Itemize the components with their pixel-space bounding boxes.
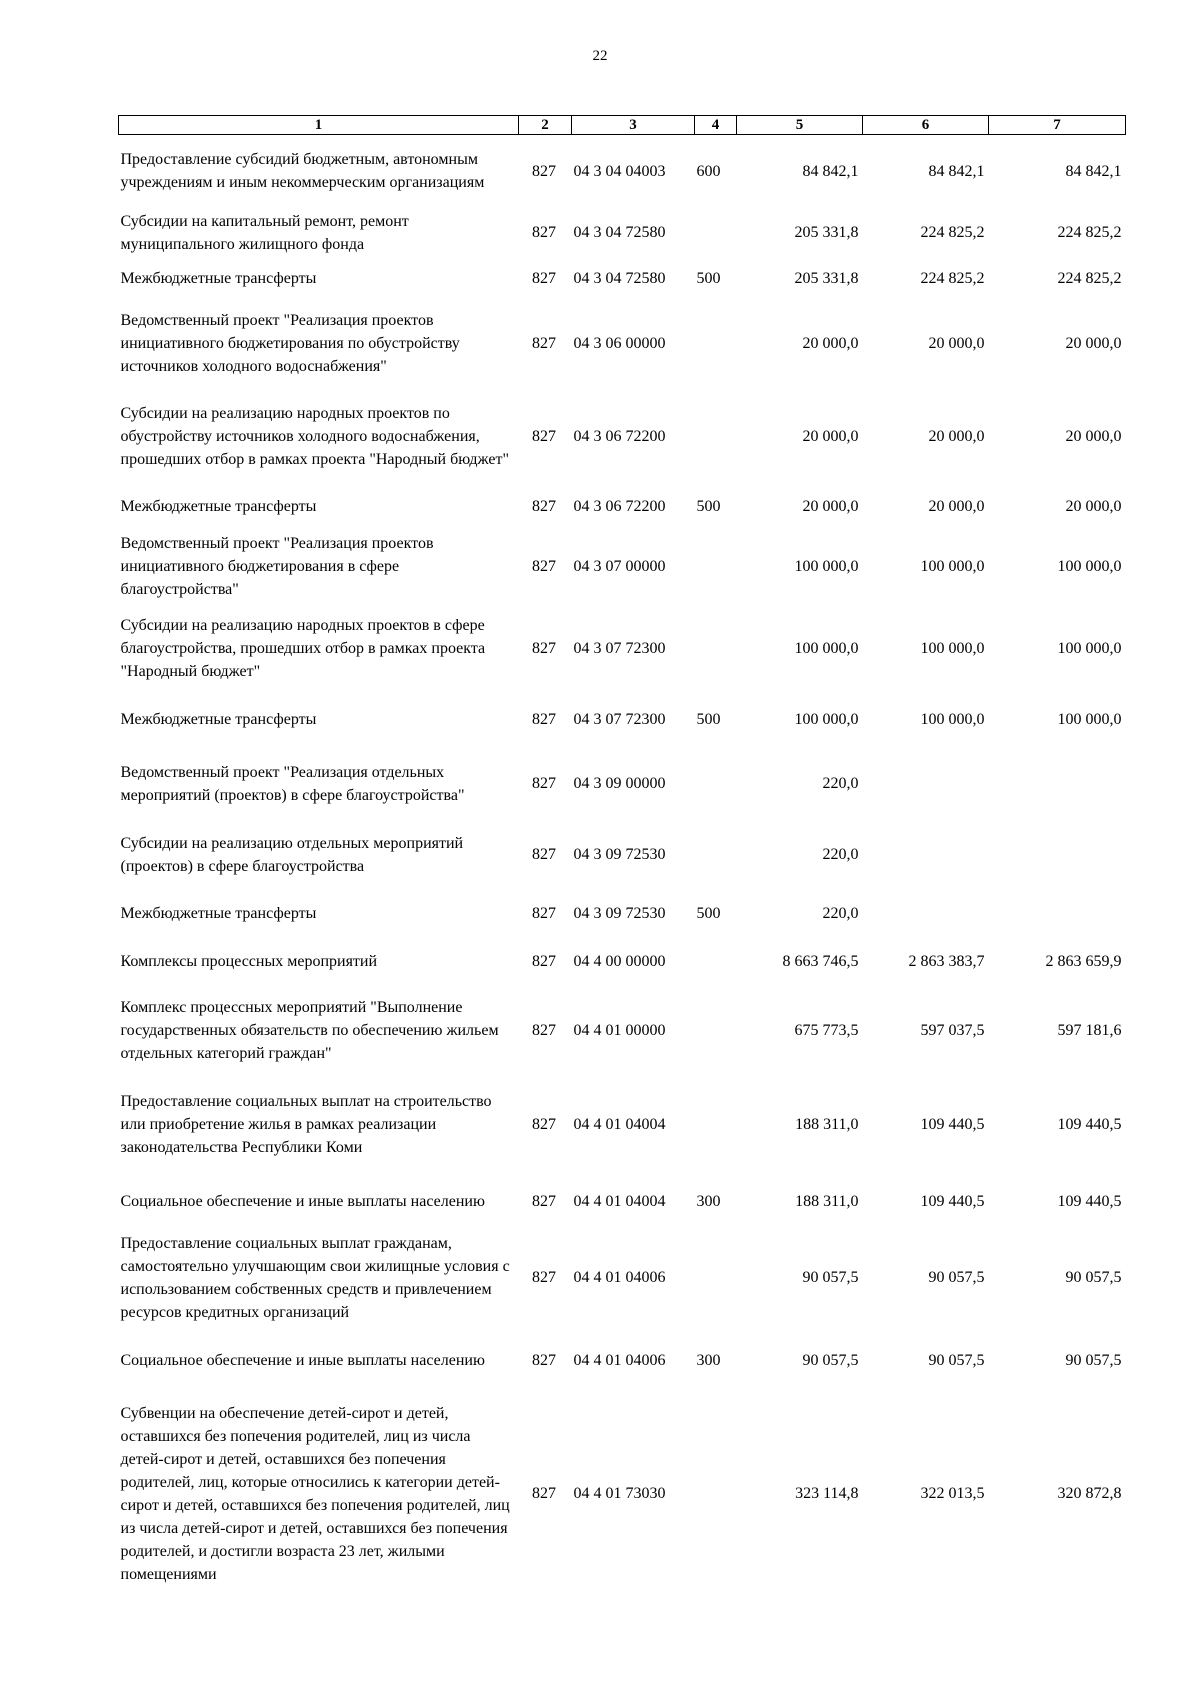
row-code: 04 3 04 72580 bbox=[573, 224, 666, 241]
row-year1-amount: 90 057,5 bbox=[802, 1351, 859, 1369]
row-ministry: 827 bbox=[532, 710, 556, 728]
row-year3-amount: 224 825,2 bbox=[1057, 224, 1122, 241]
row-year3-amount: 20 000,0 bbox=[1065, 498, 1122, 515]
row-expense-type bbox=[695, 748, 737, 820]
row-name: Межбюджетные трансферты bbox=[120, 498, 317, 515]
row-year3-amount: 20 000,0 bbox=[1065, 335, 1122, 352]
row-year2-amount: 20 000,0 bbox=[928, 498, 985, 515]
row-name: Комплекс процессных мероприятий "Выполнение государственных обязательств по обеспечению жильем отдельных категорий граждан" bbox=[120, 999, 499, 1062]
row-code: 04 4 01 04004 bbox=[573, 1192, 666, 1210]
row-code: 04 3 06 72200 bbox=[573, 498, 666, 515]
row-year1-amount: 20 000,0 bbox=[802, 428, 859, 445]
row-year1-amount: 188 311,0 bbox=[795, 1116, 859, 1133]
budget-table bbox=[118, 115, 1126, 1594]
row-code: 04 4 01 00000 bbox=[573, 1022, 666, 1039]
row-ministry: 827 bbox=[532, 335, 556, 352]
table-body bbox=[119, 135, 1126, 1594]
row-expense-type bbox=[695, 1229, 737, 1327]
row-expense-type: 500 bbox=[696, 498, 721, 515]
row-expense-type: 300 bbox=[696, 1351, 721, 1369]
row-expense-type bbox=[695, 1394, 737, 1594]
row-expense-type: 500 bbox=[696, 270, 721, 287]
header-col-7: 7 bbox=[989, 116, 1126, 135]
row-year1-amount: 100 000,0 bbox=[794, 639, 859, 657]
row-year1-amount: 220,0 bbox=[822, 775, 859, 792]
row-expense-type: 600 bbox=[696, 162, 721, 180]
row-ministry: 827 bbox=[532, 1485, 556, 1502]
row-year2-amount: 224 825,2 bbox=[920, 270, 985, 287]
row-code: 04 3 09 72530 bbox=[573, 846, 666, 863]
row-ministry: 827 bbox=[532, 498, 556, 515]
row-year2-amount: 597 037,5 bbox=[920, 1022, 985, 1039]
row-code: 04 4 01 04006 bbox=[573, 1269, 666, 1286]
row-year3-amount: 224 825,2 bbox=[1057, 270, 1122, 287]
row-ministry: 827 bbox=[532, 224, 556, 241]
row-ministry: 827 bbox=[532, 846, 556, 863]
row-year3-amount: 100 000,0 bbox=[1057, 710, 1122, 728]
row-expense-type bbox=[695, 1076, 737, 1174]
row-name: Субсидии на капитальный ремонт, ремонт муниципального жилищного фонда bbox=[120, 212, 409, 253]
row-name: Ведомственный проект "Реализация проектов инициативного бюджетирования в сфере благоустройства" bbox=[120, 535, 434, 598]
row-year2-amount: 84 842,1 bbox=[928, 162, 985, 180]
row-expense-type: 300 bbox=[696, 1192, 721, 1210]
row-year1-amount: 90 057,5 bbox=[802, 1269, 859, 1286]
row-expense-type: 500 bbox=[696, 905, 721, 922]
row-expense-type bbox=[695, 300, 737, 388]
row-year3-amount: 20 000,0 bbox=[1065, 428, 1122, 445]
row-name: Межбюджетные трансферты bbox=[120, 710, 317, 728]
row-ministry: 827 bbox=[532, 270, 556, 287]
row-year3-amount bbox=[989, 748, 1126, 820]
row-name: Межбюджетные трансферты bbox=[120, 905, 317, 922]
header-col-4: 4 bbox=[695, 116, 737, 135]
row-expense-type bbox=[695, 208, 737, 258]
row-year2-amount: 224 825,2 bbox=[920, 224, 985, 241]
row-name: Межбюджетные трансферты bbox=[120, 270, 317, 287]
row-name: Предоставление субсидий бюджетным, автономным учреждениям и иным некоммерческим организациям bbox=[120, 151, 485, 192]
row-year1-amount: 205 331,8 bbox=[794, 224, 859, 241]
row-year3-amount: 109 440,5 bbox=[1057, 1192, 1122, 1210]
row-code: 04 3 06 72200 bbox=[573, 428, 666, 445]
row-year1-amount: 188 311,0 bbox=[795, 1192, 859, 1210]
row-name: Ведомственный проект "Реализация отдельных мероприятий (проектов) в сфере благоустройства" bbox=[120, 763, 465, 804]
row-ministry: 827 bbox=[532, 162, 556, 180]
row-year3-amount: 100 000,0 bbox=[1057, 639, 1122, 657]
row-year3-amount: 90 057,5 bbox=[1065, 1351, 1122, 1369]
row-year3-amount: 90 057,5 bbox=[1065, 1269, 1122, 1286]
row-year2-amount: 100 000,0 bbox=[920, 710, 985, 728]
row-year1-amount: 100 000,0 bbox=[794, 558, 859, 575]
row-name: Предоставление социальных выплат гражданам, самостоятельно улучшающим свои жилищные условия с использованием собственных средств и привлечением ресурсов кредитных организаций bbox=[120, 1234, 510, 1321]
row-expense-type bbox=[695, 606, 737, 691]
page-number: 22 bbox=[592, 48, 608, 64]
row-year2-amount: 2 863 383,7 bbox=[908, 953, 985, 970]
row-code: 04 4 01 73030 bbox=[573, 1485, 666, 1502]
row-name: Субсидии на реализацию народных проектов по обустройству источников холодного водоснабжения, прошедших отбор в рамках проекта "Народный бюджет" bbox=[120, 405, 509, 468]
row-year1-amount: 20 000,0 bbox=[802, 498, 859, 515]
row-ministry: 827 bbox=[532, 558, 556, 575]
row-year3-amount bbox=[989, 820, 1126, 890]
row-name: Комплексы процессных мероприятий bbox=[120, 953, 378, 970]
row-year2-amount: 100 000,0 bbox=[920, 639, 985, 657]
row-expense-type bbox=[695, 938, 737, 986]
header-row bbox=[119, 116, 1126, 135]
row-year1-amount: 20 000,0 bbox=[802, 335, 859, 352]
row-ministry: 827 bbox=[532, 775, 556, 792]
row-code: 04 3 04 72580 bbox=[573, 270, 666, 287]
row-year3-amount: 597 181,6 bbox=[1057, 1022, 1122, 1039]
row-name: Субсидии на реализацию народных проектов в сфере благоустройства, прошедших отбор в рамках проекта "Народный бюджет" bbox=[120, 616, 486, 680]
row-year2-amount: 20 000,0 bbox=[928, 335, 985, 352]
row-year2-amount bbox=[863, 890, 989, 938]
row-year2-amount: 20 000,0 bbox=[928, 428, 985, 445]
header-col-6: 6 bbox=[863, 116, 989, 135]
row-ministry: 827 bbox=[532, 1192, 556, 1210]
row-year1-amount: 323 114,8 bbox=[795, 1485, 859, 1502]
row-year2-amount: 100 000,0 bbox=[920, 558, 985, 575]
row-year1-amount: 205 331,8 bbox=[794, 270, 859, 287]
row-ministry: 827 bbox=[532, 1269, 556, 1286]
row-code: 04 4 01 04004 bbox=[573, 1116, 666, 1133]
row-code: 04 3 04 04003 bbox=[573, 162, 666, 180]
header-col-2: 2 bbox=[519, 116, 572, 135]
row-ministry: 827 bbox=[532, 1351, 556, 1369]
row-code: 04 3 07 00000 bbox=[573, 558, 666, 575]
row-expense-type bbox=[695, 986, 737, 1076]
row-name: Социальное обеспечение и иные выплаты населению bbox=[120, 1192, 485, 1210]
row-ministry: 827 bbox=[532, 905, 556, 922]
row-year1-amount: 100 000,0 bbox=[794, 710, 859, 728]
row-expense-type bbox=[695, 388, 737, 486]
header-col-3: 3 bbox=[572, 116, 695, 135]
row-code: 04 3 09 00000 bbox=[573, 775, 666, 792]
row-year3-amount: 2 863 659,9 bbox=[1045, 953, 1122, 970]
row-code: 04 3 07 72300 bbox=[573, 710, 666, 728]
row-year1-amount: 675 773,5 bbox=[794, 1022, 859, 1039]
row-year1-amount: 220,0 bbox=[822, 905, 859, 922]
row-year2-amount bbox=[863, 748, 989, 820]
row-code: 04 3 06 00000 bbox=[573, 335, 666, 352]
row-name: Субсидии на реализацию отдельных мероприятий (проектов) в сфере благоустройства bbox=[120, 834, 464, 875]
row-expense-type bbox=[695, 528, 737, 606]
row-year2-amount: 109 440,5 bbox=[920, 1192, 985, 1210]
row-year2-amount: 90 057,5 bbox=[928, 1351, 985, 1369]
row-code: 04 4 01 04006 bbox=[573, 1351, 666, 1369]
row-year3-amount bbox=[989, 890, 1126, 938]
row-ministry: 827 bbox=[532, 428, 556, 445]
row-ministry: 827 bbox=[532, 1116, 556, 1133]
row-year2-amount: 90 057,5 bbox=[928, 1269, 985, 1286]
row-code: 04 4 00 00000 bbox=[573, 953, 666, 970]
row-year3-amount: 109 440,5 bbox=[1057, 1116, 1122, 1133]
row-year1-amount: 84 842,1 bbox=[802, 162, 859, 180]
row-year1-amount: 220,0 bbox=[822, 846, 859, 863]
row-year2-amount: 322 013,5 bbox=[920, 1485, 985, 1502]
row-name: Субвенции на обеспечение детей-сирот и детей, оставшихся без попечения родителей, лиц из числа детей-сирот и детей, оставшихся без попечения родителей, лиц, которые относились к категории детей-сирот и детей, оставшихся без попечения родителей, лиц из числа детей-сирот и детей, оставшихся без попечения родителей, и достигли возраста 23 лет, жилыми помещениями bbox=[120, 1404, 510, 1583]
row-expense-type: 500 bbox=[696, 710, 721, 728]
row-code: 04 3 07 72300 bbox=[573, 639, 666, 657]
row-name: Социальное обеспечение и иные выплаты населению bbox=[120, 1351, 485, 1369]
row-expense-type bbox=[695, 820, 737, 890]
row-ministry: 827 bbox=[532, 639, 556, 657]
row-code: 04 3 09 72530 bbox=[573, 905, 666, 922]
row-year1-amount: 8 663 746,5 bbox=[782, 953, 859, 970]
row-ministry: 827 bbox=[532, 953, 556, 970]
row-year3-amount: 84 842,1 bbox=[1065, 162, 1122, 180]
row-year2-amount: 109 440,5 bbox=[920, 1116, 985, 1133]
row-year3-amount: 320 872,8 bbox=[1057, 1485, 1122, 1502]
header-col-5: 5 bbox=[737, 116, 863, 135]
row-name: Предоставление социальных выплат на строительство или приобретение жилья в рамках реализации законодательства Республики Коми bbox=[120, 1093, 492, 1156]
row-year3-amount: 100 000,0 bbox=[1057, 558, 1122, 575]
row-name: Ведомственный проект "Реализация проектов инициативного бюджетирования по обустройству источников холодного водоснабжения" bbox=[120, 312, 460, 375]
row-year2-amount bbox=[863, 820, 989, 890]
header-col-1: 1 bbox=[119, 116, 519, 135]
row-ministry: 827 bbox=[532, 1022, 556, 1039]
